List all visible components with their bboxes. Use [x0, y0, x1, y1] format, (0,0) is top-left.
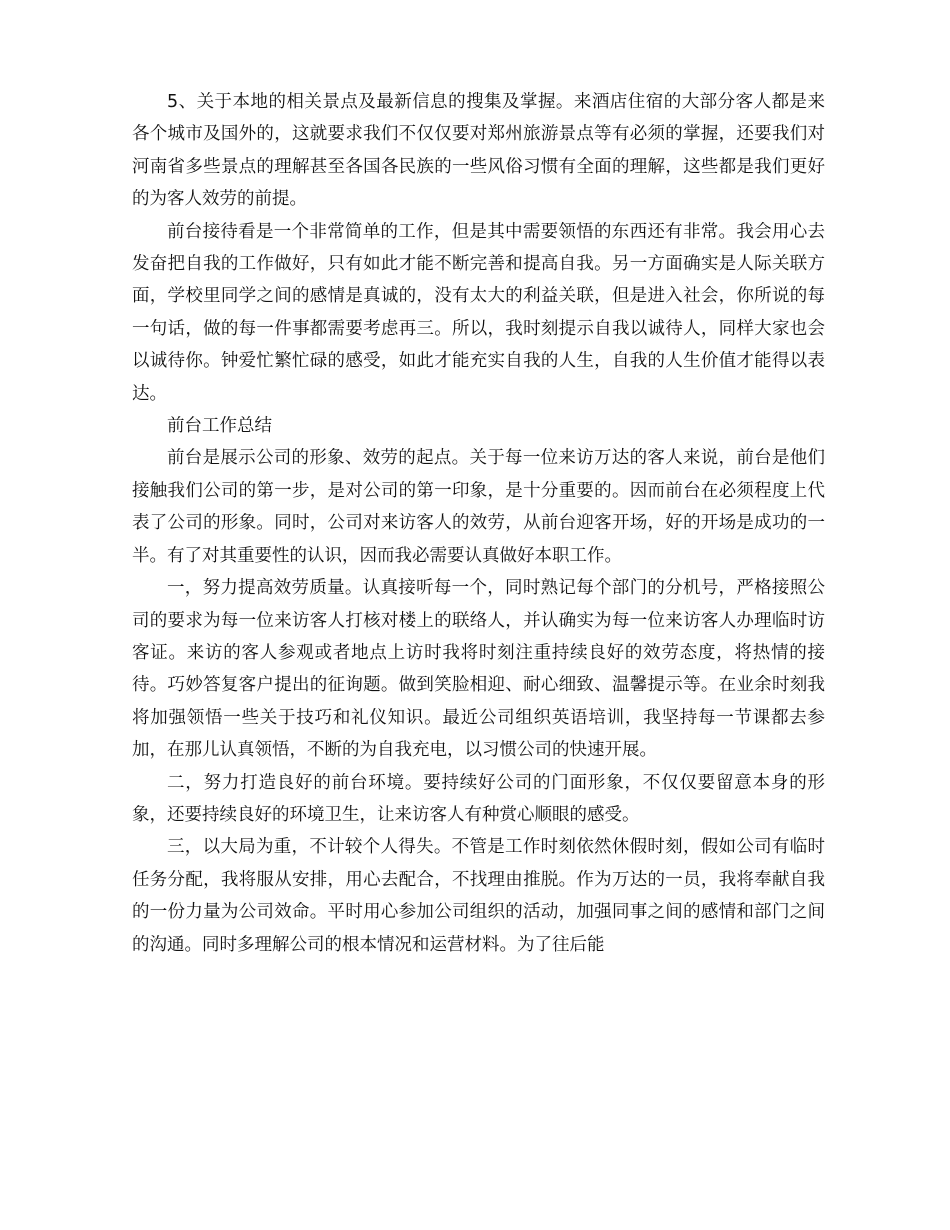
- paragraph: 二，努力打造良好的前台环境。要持续好公司的门面形象，不仅仅要留意本身的形象，还要持续良好的环境卫生，让来访客人有种赏心顺眼的感受。: [132, 772, 825, 825]
- paragraph: 5、关于本地的相关景点及最新信息的搜集及掌握。来酒店住宿的大部分客人都是来各个城市及国外的，这就要求我们不仅仅要对郑州旅游景点等有必须的掌握，还要我们对河南省多些景点的理解甚至各国各民族的一些风俗习惯有全面的理解，这些都是我们更好的为客人效劳的前提。: [132, 92, 825, 210]
- document-page: [132, 86, 825, 961]
- paragraph: 前台接待看是一个非常简单的工作，但是其中需要领悟的东西还有非常。我会用心去发奋把自我的工作做好，只有如此才能不断完善和提高自我。另一方面确实是人际关联方面，学校里同学之间的感情是真诚的，没有太大的利益关联，但是进入社会，你所说的每一句话，做的每一件事都需要考虑再三。所以，我时刻提示自我以诚待人，同样大家也会以诚待你。钟爱忙繁忙碌的感受，如此才能充实自我的人生，自我的人生价值才能得以表达。: [132, 221, 825, 404]
- section-title: 前台工作总结: [167, 416, 272, 437]
- paragraph: 三，以大局为重，不计较个人得失。不管是工作时刻依然休假时刻，假如公司有临时任务分配，我将服从安排，用心去配合，不找理由推脱。作为万达的一员，我将奉献自我的一份力量为公司效命。平时用心参加公司组织的活动，加强同事之间的感情和部门之间的沟通。同时多理解公司的根本情况和运营材料。为了往后能: [132, 837, 825, 955]
- paragraph: 前台是展示公司的形象、效劳的起点。关于每一位来访万达的客人来说，前台是他们接触我们公司的第一步，是对公司的第一印象，是十分重要的。因而前台在必须程度上代表了公司的形象。同时，公司对来访客人的效劳，从前台迎客开场，好的开场是成功的一半。有了对其重要性的认识，因而我必需要认真做好本职工作。: [132, 448, 825, 566]
- paragraph: 一，努力提高效劳质量。认真接听每一个，同时熟记每个部门的分机号，严格接照公司的要求为每一位来访客人打核对楼上的联络人，并认确实为每一位来访客人办理临时访客证。来访的客人参观或者地点上访时我将时刻注重持续良好的效劳态度，将热情的接待。巧妙答复客户提出的征询题。做到笑脸相迎、耐心细致、温馨提示等。在业余时刻我将加强领悟一些关于技巧和礼仪知识。最近公司组织英语培训，我坚持每一节课都去参加，在那儿认真领悟，不断的为自我充电，以习惯公司的快速开展。: [132, 578, 825, 761]
